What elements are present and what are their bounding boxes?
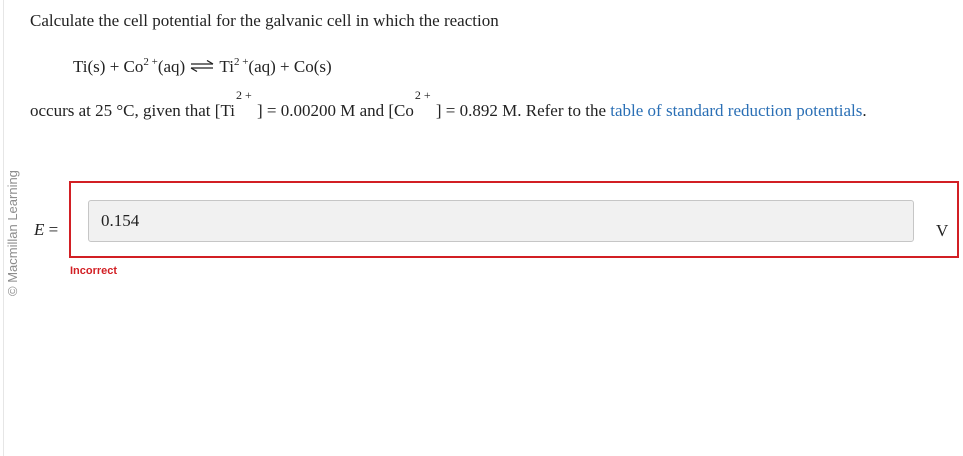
reactant-text: Ti(s) + Co <box>73 57 144 76</box>
answer-unit: V <box>936 221 949 240</box>
ti-charge: 2 + <box>235 88 252 102</box>
conditions-line <box>30 88 867 121</box>
answer-status: Incorrect <box>70 265 118 277</box>
product-text: Ti <box>219 57 234 76</box>
answer-container <box>69 181 959 258</box>
co-charge: 2 + <box>414 88 431 102</box>
reaction-equation <box>73 57 332 79</box>
reduction-potentials-link[interactable]: table of standard reduction potentials <box>610 101 863 120</box>
answer-equals: = <box>44 220 59 239</box>
left-border <box>3 0 4 456</box>
reactant-phase: (aq) <box>157 57 186 76</box>
copyright-watermark: © Macmillan Learning <box>5 170 20 296</box>
question-intro: Calculate the cell potential for the galvanic cell in which the reaction <box>30 11 499 30</box>
co-concentration: ] = 0.892 M. Refer to the <box>435 101 606 120</box>
equilibrium-arrow-icon <box>189 60 215 72</box>
product-charge: 2 + <box>233 56 249 68</box>
answer-label <box>34 220 58 240</box>
reactant-charge: 2 + <box>143 56 158 68</box>
conditions-prefix: occurs at 25 °C, given that [Ti <box>30 101 235 120</box>
answer-input[interactable]: 0.154 <box>88 200 914 242</box>
conditions-suffix: . <box>862 101 867 120</box>
product-phase: (aq) + Co(s) <box>248 57 332 76</box>
ti-concentration: ] = 0.00200 M and [Co <box>256 101 414 120</box>
answer-symbol: E <box>34 220 45 239</box>
